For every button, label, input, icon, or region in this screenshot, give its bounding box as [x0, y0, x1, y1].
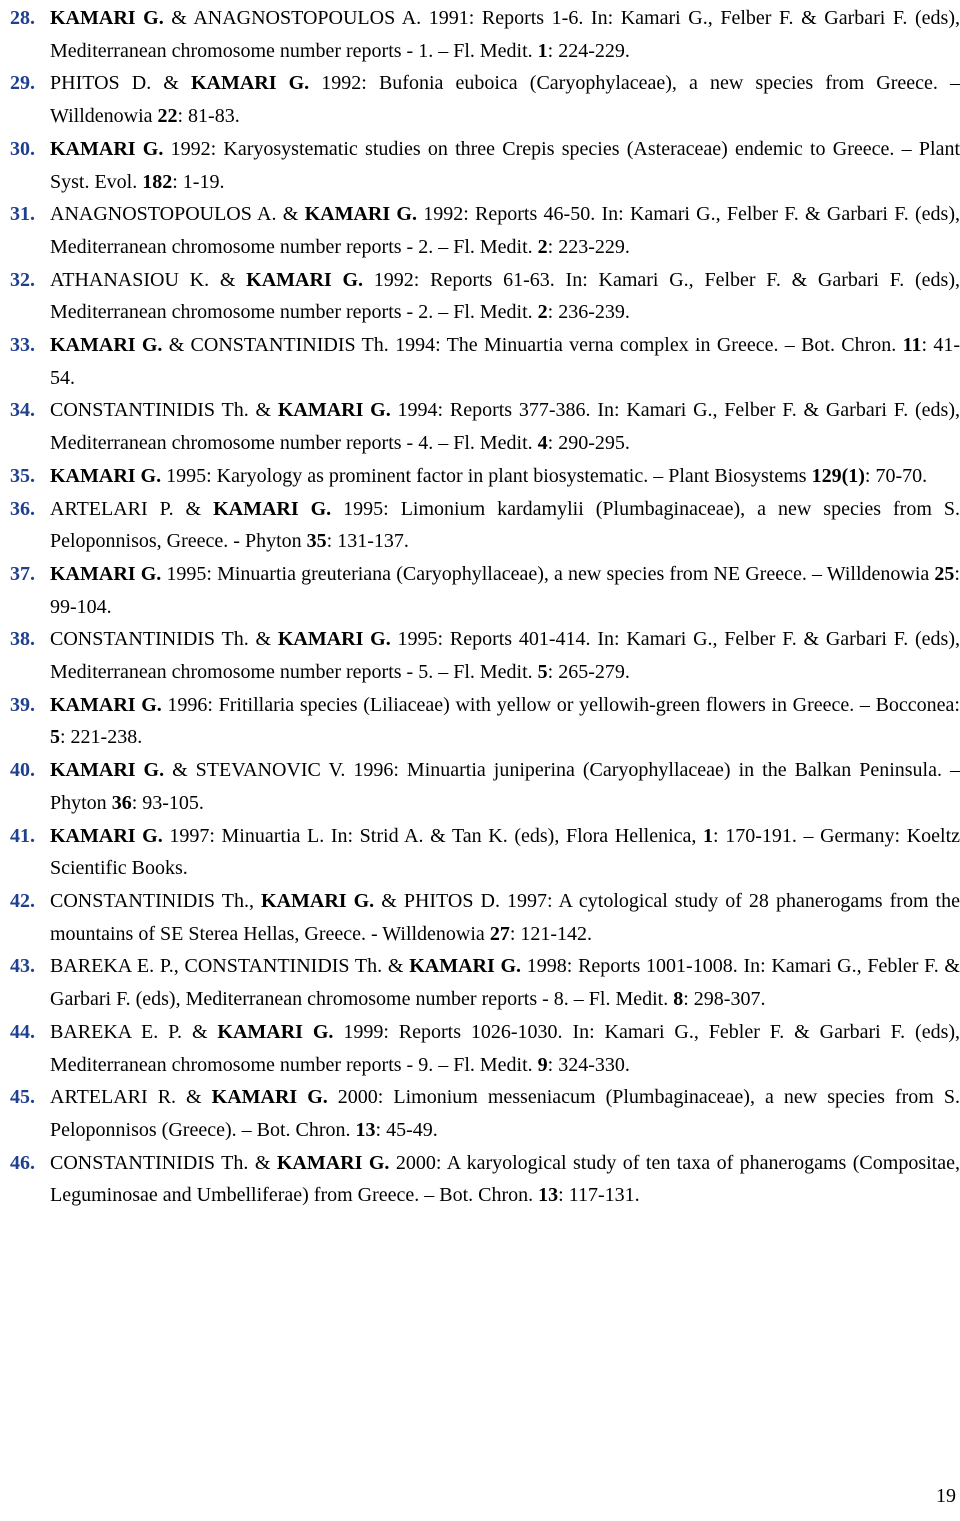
reference-bold-text: KAMARI G.: [50, 464, 162, 487]
reference-text: 2000: Limonium messeniacum (Plumbaginaceae), a new species from S. Peloponnisos (Greece). – Bot. Chron.: [50, 1086, 960, 1141]
reference-number: 34.: [10, 399, 35, 422]
reference-text: & ANAGNOSTOPOULOS A. 1991: Reports 1-6. In: Kamari G., Felber F. & Garbari F. (eds), Mediterranean chromosome number reports - 1. – Fl. Medit.: [50, 7, 960, 62]
reference-text: 1994: Reports 377-386. In: Kamari G., Felber F. & Garbari F. (eds), Mediterranean chromosome number reports - 4. – Fl. Medit.: [50, 399, 960, 455]
reference-bold-text: KAMARI G.: [50, 562, 162, 585]
reference-text: 1995: Minuartia greuteriana (Caryophyllaceae), a new species from NE Greece. – Willdenowia: [161, 562, 935, 585]
reference-bold-text: 2: [537, 301, 548, 324]
reference-text: 1995: Reports 401-414. In: Kamari G., Felber F. & Garbari F. (eds), Mediterranean chromosome number reports - 5. – Fl. Medit.: [50, 628, 960, 684]
reference-bold-text: KAMARI G.: [50, 759, 165, 782]
reference-number: 41.: [10, 824, 35, 847]
reference-item: [10, 1081, 960, 1146]
reference-item: [10, 493, 960, 558]
reference-bold-text: KAMARI G.: [276, 1151, 390, 1174]
reference-number: 40.: [10, 759, 35, 782]
reference-text: 1995: Karyology as prominent factor in plant biosystematic. – Plant Biosystems: [161, 464, 812, 487]
reference-item: [10, 623, 960, 688]
reference-item: [10, 754, 960, 819]
reference-text: : 41-54.: [50, 334, 960, 389]
reference-text: : 121-142.: [509, 922, 593, 945]
reference-bold-text: 9: [537, 1053, 548, 1076]
reference-text: CONSTANTINIDIS Th. &: [50, 399, 278, 422]
reference-number: 37.: [10, 562, 35, 585]
reference-text: : 117-131.: [558, 1184, 640, 1207]
reference-text: 1992: Reports 61-63. In: Kamari G., Felber F. & Garbari F. (eds), Mediterranean chromosome number reports - 2. – Fl. Medit.: [50, 268, 960, 324]
reference-text: : 224-229.: [547, 39, 630, 62]
reference-bold-text: 13: [538, 1184, 559, 1207]
reference-text: : 290-295.: [547, 432, 630, 455]
reference-bold-text: 36: [111, 791, 132, 814]
reference-bold-text: KAMARI G.: [246, 268, 364, 291]
reference-bold-text: KAMARI G.: [277, 399, 391, 422]
reference-number: 39.: [10, 693, 35, 716]
reference-bold-text: KAMARI G.: [211, 1086, 328, 1109]
reference-text: : 236-239.: [547, 301, 630, 324]
reference-bold-text: KAMARI G.: [190, 72, 310, 95]
reference-text: 2000: A karyological study of ten taxa of phanerogams (Compositae, Leguminosae and Umbelliferae) from Greece. – Bot. Chron.: [50, 1151, 960, 1207]
reference-bold-text: KAMARI G.: [50, 334, 163, 357]
reference-number: 38.: [10, 628, 35, 651]
reference-text: ATHANASIOU K. &: [50, 268, 247, 291]
reference-bold-text: 5: [50, 726, 60, 749]
reference-number: 42.: [10, 889, 35, 912]
reference-text: PHITOS D. &: [50, 72, 191, 95]
reference-text: : 265-279.: [547, 661, 630, 684]
reference-bold-text: KAMARI G.: [217, 1020, 334, 1043]
reference-text: ARTELARI R. &: [50, 1086, 212, 1109]
reference-bold-text: 11: [902, 334, 922, 357]
reference-text: : 223-229.: [547, 235, 630, 258]
reference-number: 35.: [10, 464, 35, 487]
page-number: 19: [936, 1485, 956, 1507]
reference-bold-text: 2: [537, 235, 548, 258]
reference-text: 1992: Bufonia euboica (Caryophylaceae), a new species from Greece. – Willdenowia: [50, 72, 960, 128]
reference-bold-text: 1: [703, 824, 714, 847]
reference-text: 1992: Karyosystematic studies on three Crepis species (Asteraceae) endemic to Greece. – Plant Syst. Evol.: [50, 137, 960, 193]
reference-bold-text: KAMARI G.: [409, 955, 522, 978]
reference-bold-text: KAMARI G.: [261, 889, 375, 912]
reference-number: 46.: [10, 1151, 35, 1174]
reference-item: [10, 2, 960, 67]
reference-text: : 131-137.: [326, 530, 409, 553]
reference-bold-text: 35: [306, 530, 327, 553]
reference-text: CONSTANTINIDIS Th.,: [50, 889, 262, 912]
reference-text: BAREKA E. P. &: [50, 1020, 218, 1043]
reference-bold-text: 27: [489, 922, 510, 945]
reference-text: & CONSTANTINIDIS Th. 1994: The Minuartia verna complex in Greece. – Bot. Chron.: [162, 334, 903, 357]
reference-item: [10, 558, 960, 623]
reference-bold-text: KAMARI G.: [50, 824, 163, 847]
reference-bold-text: 4: [537, 432, 548, 455]
reference-text: ARTELARI P. &: [50, 497, 214, 520]
reference-text: BAREKA E. P., CONSTANTINIDIS Th. &: [50, 955, 410, 978]
reference-bold-text: 25: [934, 562, 955, 585]
reference-text: & STEVANOVIC V. 1996: Minuartia juniperina (Caryophyllaceae) in the Balkan Peninsula. – Phyton: [50, 759, 960, 814]
reference-bold-text: 5: [537, 661, 548, 684]
reference-bold-text: 1: [537, 39, 548, 62]
reference-text: 1995: Limonium kardamylii (Plumbaginaceae), a new species from S. Peloponnisos, Greece. - Phyton: [50, 497, 960, 553]
reference-text: & PHITOS D. 1997: A cytological study of 28 phanerogams from the mountains of SE Sterea Hellas, Greece. - Willdenowia: [50, 889, 960, 945]
reference-bold-text: 8: [673, 988, 684, 1011]
reference-number: 30.: [10, 137, 35, 160]
reference-text: 1992: Reports 46-50. In: Kamari G., Felber F. & Garbari F. (eds), Mediterranean chromosome number reports - 2. – Fl. Medit.: [50, 203, 960, 258]
reference-text: : 70-70.: [864, 464, 928, 487]
reference-bold-text: 182: [142, 170, 173, 193]
reference-text: : 221-238.: [60, 726, 143, 749]
reference-number: 29.: [10, 72, 35, 95]
reference-text: CONSTANTINIDIS Th. &: [50, 628, 278, 651]
reference-item: [10, 198, 960, 263]
reference-bold-text: KAMARI G.: [50, 7, 164, 29]
reference-bold-text: KAMARI G.: [304, 203, 417, 226]
reference-item: [10, 67, 960, 132]
reference-item: [10, 1016, 960, 1081]
reference-number: 32.: [10, 268, 35, 291]
reference-item: [10, 329, 960, 394]
reference-text: 1996: Fritillaria species (Liliaceae) with yellow or yellowih-green flowers in Greece. – Bocconea:: [161, 693, 960, 716]
reference-bold-text: KAMARI G.: [50, 693, 162, 716]
reference-number: 44.: [10, 1020, 35, 1043]
reference-item: [10, 460, 960, 493]
reference-number: 31.: [10, 203, 35, 226]
reference-number: 28.: [10, 7, 35, 29]
reference-bold-text: KAMARI G.: [50, 137, 164, 160]
reference-text: : 1-19.: [172, 170, 225, 193]
reference-text: : 45-49.: [375, 1118, 438, 1141]
reference-item: [10, 950, 960, 1015]
reference-list: [10, 2, 960, 1212]
reference-bold-text: 22: [157, 105, 178, 128]
reference-item: [10, 820, 960, 885]
reference-item: [10, 689, 960, 754]
reference-number: 45.: [10, 1086, 35, 1109]
reference-text: : 170-191. – Germany: Koeltz Scientific Books.: [50, 824, 960, 880]
reference-text: 1997: Minuartia L. In: Strid A. & Tan K. (eds), Flora Hellenica,: [162, 824, 704, 847]
reference-text: ANAGNOSTOPOULOS A. &: [50, 203, 305, 226]
reference-text: : 298-307.: [683, 988, 766, 1011]
reference-item: [10, 394, 960, 459]
reference-number: 43.: [10, 955, 35, 978]
reference-item: [10, 264, 960, 329]
reference-item: [10, 1147, 960, 1212]
reference-bold-text: KAMARI G.: [213, 497, 332, 520]
reference-item: [10, 133, 960, 198]
reference-text: : 93-105.: [131, 791, 204, 814]
reference-bold-text: 129(1): [811, 464, 865, 487]
reference-number: 33.: [10, 334, 35, 357]
reference-text: 1998: Reports 1001-1008. In: Kamari G., Febler F. & Garbari F. (eds), Mediterranean chromosome number reports - 8. – Fl. Medit.: [50, 955, 960, 1011]
reference-text: : 324-330.: [547, 1053, 630, 1076]
reference-text: : 99-104.: [50, 562, 960, 618]
reference-bold-text: KAMARI G.: [277, 628, 391, 651]
reference-text: : 81-83.: [177, 105, 240, 128]
reference-item: [10, 885, 960, 950]
reference-number: 36.: [10, 497, 35, 520]
reference-text: CONSTANTINIDIS Th. &: [50, 1151, 277, 1174]
reference-bold-text: 13: [355, 1118, 376, 1141]
reference-text: 1999: Reports 1026-1030. In: Kamari G., Febler F. & Garbari F. (eds), Mediterranean chromosome number reports - 9. – Fl. Medit.: [50, 1020, 960, 1076]
